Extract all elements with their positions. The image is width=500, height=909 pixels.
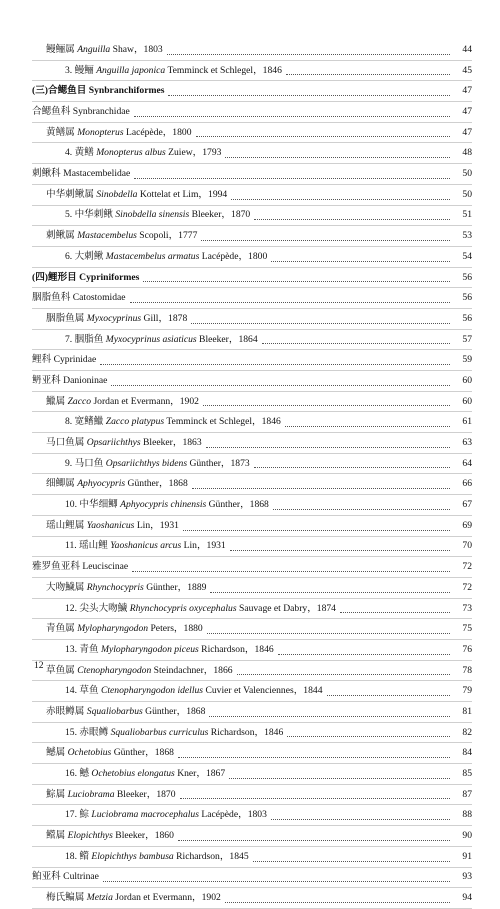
entry-scientific-name: Sinobdella (96, 188, 138, 200)
toc-entry[interactable] (32, 557, 472, 578)
entry-chinese-name: 马口鱼属 (46, 437, 87, 449)
entry-chinese-name: 11. 瑶山鲤 (65, 540, 111, 552)
toc-entry[interactable] (32, 619, 472, 640)
toc-entry[interactable] (32, 847, 472, 868)
dot-leader (210, 591, 450, 593)
toc-entry-title (32, 123, 192, 143)
toc-entry[interactable] (32, 226, 472, 247)
entry-scientific-name: Anguilla (77, 43, 111, 55)
entry-page-number: 45 (462, 64, 472, 76)
entry-chinese-name: 梅氏鳊属 (46, 892, 87, 904)
entry-page-number: 78 (462, 664, 472, 676)
entry-page-number: 50 (462, 188, 472, 200)
entry-authority: Lacépède，1800 (123, 126, 192, 138)
dot-leader (178, 839, 450, 841)
entry-chinese-name: 17. 鯮 (65, 809, 92, 821)
entry-scientific-name: Luciobrama macrocephalus (91, 809, 199, 821)
toc-entry-title (32, 164, 130, 184)
toc-entry[interactable] (32, 661, 472, 682)
entry-scientific-name: Zacco platypus (105, 416, 165, 428)
toc-entry-title (32, 516, 179, 536)
entry-page-number: 51 (462, 209, 472, 221)
entry-scientific-name: Myxocyprinus (86, 312, 142, 324)
entry-page-number: 82 (462, 726, 472, 738)
dot-leader (168, 94, 450, 96)
toc-entry[interactable] (32, 185, 472, 206)
dot-leader (103, 880, 450, 882)
entry-chinese-name: 5. 中华刺鳅 (65, 209, 116, 221)
entry-authority: Shaw，1803 (110, 43, 163, 55)
entry-page-number: 73 (462, 602, 472, 614)
dot-leader (287, 735, 450, 737)
toc-entry[interactable] (32, 433, 472, 454)
entry-page-number: 88 (462, 809, 472, 821)
toc-entry-title (32, 495, 269, 515)
toc-entry-title (32, 247, 267, 267)
dot-leader (196, 135, 451, 137)
toc-entry[interactable] (32, 888, 472, 909)
entry-scientific-name: Zacco (67, 395, 92, 407)
entry-chinese-name: 鲌亚科 Cultrinae (32, 871, 99, 883)
toc-entry[interactable] (32, 537, 472, 558)
entry-chinese-name: 9. 马口鱼 (65, 457, 106, 469)
toc-entry[interactable] (32, 785, 472, 806)
entry-scientific-name: Mastacembelus armatus (105, 250, 200, 262)
entry-chinese-name: 大吻鱥属 (46, 581, 87, 593)
entry-chinese-name: 18. 鳤 (65, 850, 92, 862)
entry-scientific-name: Yaoshanicus (86, 519, 135, 531)
entry-scientific-name: Monopterus (77, 126, 124, 138)
entry-chinese-name: 胭脂鱼科 Catostomidae (32, 292, 126, 304)
entry-authority: Scopoli，1777 (136, 230, 198, 242)
entry-chinese-name: 10. 中华细鲫 (65, 499, 121, 511)
entry-authority: Gill，1878 (141, 312, 188, 324)
entry-page-number: 47 (462, 126, 472, 138)
toc-entry-title (32, 681, 323, 701)
dot-leader (183, 529, 450, 531)
entry-scientific-name: Squaliobarbus curriculus (110, 726, 209, 738)
entry-page-number: 90 (462, 830, 472, 842)
toc-entry-title (32, 619, 203, 639)
entry-page-number: 87 (462, 788, 472, 800)
toc-entry[interactable] (32, 805, 472, 826)
entry-scientific-name: Sinobdella sinensis (115, 209, 190, 221)
dot-leader (262, 342, 450, 344)
toc-entry[interactable] (32, 268, 472, 289)
toc-entry[interactable] (32, 309, 472, 330)
entry-chinese-name: (四)鲤形目 Cypriniformes (32, 271, 140, 283)
toc-entry[interactable] (32, 40, 472, 61)
dot-leader (111, 384, 450, 386)
dot-leader (327, 694, 451, 696)
toc-entry-title (32, 578, 206, 598)
entry-page-number: 94 (462, 892, 472, 904)
entry-chinese-name: 3. 鳗鲡 (65, 64, 97, 76)
entry-chinese-name: 赤眼鳟属 (46, 705, 87, 717)
toc-entry-title (32, 785, 176, 805)
entry-scientific-name: Anguilla japonica (96, 64, 166, 76)
entry-chinese-name: 12. 尖头大吻鱥 (65, 602, 130, 614)
entry-authority: Cuvier et Valenciennes，1844 (203, 685, 323, 697)
dot-leader (253, 860, 450, 862)
toc-entry-title (32, 454, 250, 474)
toc-entry[interactable] (32, 495, 472, 516)
entry-page-number: 53 (462, 230, 472, 242)
toc-entry-title (32, 309, 187, 329)
toc-entry[interactable] (32, 81, 472, 102)
entry-chinese-name: 草鱼属 (46, 664, 78, 676)
entry-authority: Kner，1867 (174, 768, 226, 780)
toc-entry[interactable] (32, 143, 472, 164)
dot-leader (273, 508, 450, 510)
toc-entry[interactable] (32, 764, 472, 785)
entry-scientific-name: Luciobrama (67, 788, 115, 800)
entry-chinese-name: 黄鳝属 (46, 126, 78, 138)
dot-leader (100, 363, 450, 365)
page-number: 12 (34, 660, 44, 671)
toc-entry[interactable] (32, 102, 472, 123)
entry-authority: Bleeker，1870 (114, 788, 176, 800)
entry-scientific-name: Ochetobius (67, 747, 112, 759)
toc-entry-title (32, 205, 250, 225)
toc-entry[interactable] (32, 743, 472, 764)
entry-chinese-name: 合鳃鱼科 Synbranchidae (32, 106, 130, 118)
dot-leader (180, 797, 450, 799)
toc-entry-title (32, 226, 197, 246)
entry-page-number: 79 (462, 685, 472, 697)
toc-entry[interactable] (32, 123, 472, 144)
entry-chinese-name: 6. 大刺鳅 (65, 250, 106, 262)
entry-page-number: 47 (462, 85, 472, 97)
dot-leader (286, 73, 450, 75)
dot-leader (201, 239, 450, 241)
dot-leader (132, 570, 450, 572)
entry-authority: Lacépède，1803 (198, 809, 267, 821)
entry-scientific-name: Rhynchocypris (86, 581, 144, 593)
entry-page-number: 56 (462, 271, 472, 283)
entry-scientific-name: Mylopharyngodon (77, 623, 149, 635)
toc-entry[interactable] (32, 599, 472, 620)
entry-scientific-name: Elopichthys bambusa (91, 850, 174, 862)
entry-scientific-name: Aphyocypris (77, 478, 126, 490)
toc-entry-title (32, 268, 139, 288)
toc-entry[interactable] (32, 681, 472, 702)
dot-leader (206, 446, 450, 448)
entry-authority: Richardson，1846 (208, 726, 284, 738)
entry-chinese-name: 胭脂鱼属 (46, 312, 87, 324)
entry-page-number: 57 (462, 333, 472, 345)
entry-scientific-name: Rhynchocypris oxycephalus (129, 602, 237, 614)
entry-scientific-name: Elopichthys (67, 830, 113, 842)
entry-chinese-name: 雅罗鱼亚科 Leuciscinae (32, 561, 129, 573)
toc-entry[interactable] (32, 702, 472, 723)
toc-entry-title (32, 392, 199, 412)
entry-page-number: 72 (462, 581, 472, 593)
toc-entry[interactable] (32, 206, 472, 227)
entry-scientific-name: Mastacembelus (77, 230, 137, 242)
entry-chinese-name: 鲤科 Cyprinidae (32, 354, 97, 366)
toc-entry-title (32, 330, 258, 350)
dot-leader (231, 198, 450, 200)
entry-authority: Lin，1931 (134, 519, 179, 531)
dot-leader (230, 549, 450, 551)
toc-entry-title (32, 40, 163, 60)
entry-page-number: 69 (462, 519, 472, 531)
dot-leader (271, 260, 450, 262)
toc-entry[interactable] (32, 330, 472, 351)
toc-entry[interactable] (32, 247, 472, 268)
entry-scientific-name: Myxocyprinus asiaticus (105, 333, 197, 345)
toc-entry-title (32, 288, 126, 308)
dot-leader (254, 466, 450, 468)
entry-chinese-name: 细鲫属 (46, 478, 78, 490)
toc-entry-title (32, 371, 107, 391)
toc-entry-title (32, 557, 128, 577)
toc-entry[interactable] (32, 723, 472, 744)
toc-entry-title (32, 847, 249, 867)
entry-chinese-name: 鱲属 (46, 395, 68, 407)
toc-entry[interactable] (32, 288, 472, 309)
entry-chinese-name: 瑶山鲤属 (46, 519, 87, 531)
toc-entry-title (32, 640, 274, 660)
entry-authority: Bleeker，1870 (189, 209, 251, 221)
dot-leader (143, 280, 450, 282)
entry-page-number: 76 (462, 643, 472, 655)
entry-scientific-name: Ochetobius elongatus (91, 768, 175, 780)
toc-entry[interactable] (32, 578, 472, 599)
entry-page-number: 64 (462, 457, 472, 469)
entry-page-number: 67 (462, 499, 472, 511)
dot-leader (278, 653, 450, 655)
toc-entry-title (32, 81, 164, 101)
entry-authority: Temminck et Schlegel，1846 (164, 416, 281, 428)
entry-page-number: 56 (462, 312, 472, 324)
toc-entry-title (32, 599, 336, 619)
entry-scientific-name: Mylopharyngodon piceus (100, 643, 199, 655)
entry-authority: Lacépède，1800 (199, 250, 268, 262)
entry-page-number: 60 (462, 395, 472, 407)
dot-leader (134, 115, 450, 117)
toc-entry[interactable] (32, 516, 472, 537)
toc-entry-title (32, 474, 188, 494)
toc-entry-title (32, 743, 174, 763)
entry-authority: Richardson，1845 (173, 850, 249, 862)
entry-authority: Richardson，1846 (198, 643, 274, 655)
entry-chinese-name: 7. 胭脂鱼 (65, 333, 106, 345)
toc-entry-title (32, 702, 205, 722)
dot-leader (285, 425, 450, 427)
entry-chinese-name: 鯮属 (46, 788, 68, 800)
dot-leader (340, 611, 450, 613)
toc-entry-title (32, 61, 282, 81)
entry-chinese-name: 中华刺鳅属 (46, 188, 97, 200)
dot-leader (271, 818, 450, 820)
dot-leader (167, 53, 450, 55)
entry-page-number: 93 (462, 871, 472, 883)
toc-entry[interactable] (32, 826, 472, 847)
entry-authority: Kottelat et Lim，1994 (137, 188, 228, 200)
dot-leader (254, 218, 450, 220)
entry-authority: Günther，1868 (125, 478, 188, 490)
entry-authority: Bleeker，1864 (196, 333, 258, 345)
entry-scientific-name: Opsariichthys (86, 437, 141, 449)
toc-entry-title (32, 536, 226, 556)
entry-page-number: 75 (462, 623, 472, 635)
entry-chinese-name: 鳗鲡属 (46, 43, 78, 55)
toc-entry[interactable] (32, 164, 472, 185)
entry-page-number: 54 (462, 250, 472, 262)
entry-page-number: 47 (462, 106, 472, 118)
entry-authority: Günther，1868 (142, 705, 206, 717)
entry-page-number: 60 (462, 374, 472, 386)
dot-leader (130, 301, 450, 303)
toc-entry-title (32, 867, 99, 887)
table-of-contents (32, 40, 472, 909)
toc-entry-title (32, 888, 221, 908)
entry-authority: Sauvage et Dabry，1874 (236, 602, 336, 614)
entry-chinese-name: 15. 赤眼鳟 (65, 726, 111, 738)
toc-entry-title (32, 102, 130, 122)
entry-chinese-name: 14. 草鱼 (65, 685, 101, 697)
toc-entry-title (32, 143, 221, 163)
entry-chinese-name: 刺鳅属 (46, 230, 78, 242)
entry-chinese-name: 鳡属 (46, 747, 68, 759)
entry-authority: Bleeker，1863 (140, 437, 202, 449)
toc-entry[interactable] (32, 868, 472, 889)
dot-leader (225, 156, 450, 158)
toc-entry[interactable] (32, 454, 472, 475)
toc-entry[interactable] (32, 412, 472, 433)
entry-page-number: 50 (462, 168, 472, 180)
entry-chinese-name: 13. 青鱼 (65, 643, 101, 655)
entry-authority: Günther，1873 (187, 457, 250, 469)
dot-leader (225, 901, 450, 903)
entry-chinese-name: 8. 宽鳍鱲 (65, 416, 106, 428)
dot-leader (209, 715, 450, 717)
dot-leader (237, 673, 450, 675)
entry-page-number: 61 (462, 416, 472, 428)
entry-page-number: 70 (462, 540, 472, 552)
entry-page-number: 81 (462, 705, 472, 717)
dot-leader (134, 177, 450, 179)
dot-leader (229, 777, 450, 779)
toc-entry[interactable] (32, 392, 472, 413)
toc-entry-title (32, 185, 227, 205)
entry-page-number: 72 (462, 561, 472, 573)
toc-entry[interactable] (32, 640, 472, 661)
entry-authority: Günther，1868 (111, 747, 174, 759)
entry-authority: Zuiew，1793 (165, 147, 222, 159)
entry-page-number: 66 (462, 478, 472, 490)
entry-authority: Jordan et Evermann，1902 (91, 395, 199, 407)
entry-authority: Temminck et Schlegel，1846 (165, 64, 282, 76)
entry-authority: Peters，1880 (148, 623, 203, 635)
entry-authority: Jordan et Evermann，1902 (112, 892, 221, 904)
toc-entry-title (32, 826, 174, 846)
entry-chinese-name: 刺鳅科 Mastacembelidae (32, 168, 131, 180)
entry-scientific-name: Monopterus albus (96, 147, 166, 159)
toc-entry-title (32, 764, 225, 784)
entry-authority: Günther，1889 (143, 581, 207, 593)
entry-chinese-name: 鳤属 (46, 830, 68, 842)
entry-authority: Günther，1868 (206, 499, 269, 511)
toc-entry[interactable] (32, 371, 472, 392)
entry-page-number: 91 (462, 850, 472, 862)
toc-entry-title (32, 433, 202, 453)
entry-chinese-name: 青鱼属 (46, 623, 78, 635)
entry-scientific-name: Ctenopharyngodon idellus (100, 685, 204, 697)
entry-scientific-name: Metzia (86, 892, 113, 904)
toc-entry-title (32, 412, 281, 432)
entry-authority: Steindachner，1866 (151, 664, 233, 676)
entry-chinese-name: (三)合鳃鱼目 Synbranchiformes (32, 85, 165, 97)
entry-page-number: 84 (462, 747, 472, 759)
entry-scientific-name: Ctenopharyngodon (77, 664, 152, 676)
entry-scientific-name: Aphyocypris chinensis (120, 499, 207, 511)
dot-leader (192, 487, 450, 489)
entry-scientific-name: Squaliobarbus (86, 705, 143, 717)
entry-page-number: 44 (462, 43, 472, 55)
entry-page-number: 56 (462, 292, 472, 304)
toc-entry[interactable] (32, 350, 472, 371)
entry-scientific-name: Opsariichthys bidens (105, 457, 188, 469)
entry-chinese-name: 16. 鳡 (65, 768, 92, 780)
toc-entry[interactable] (32, 474, 472, 495)
dot-leader (178, 756, 450, 758)
toc-entry-title (32, 723, 283, 743)
entry-page-number: 63 (462, 437, 472, 449)
entry-chinese-name: 鿕亚科 Danioninae (32, 374, 108, 386)
entry-page-number: 48 (462, 147, 472, 159)
toc-entry-title (32, 350, 96, 370)
entry-authority: Lin，1931 (181, 540, 226, 552)
entry-page-number: 85 (462, 768, 472, 780)
entry-page-number: 59 (462, 354, 472, 366)
entry-scientific-name: Yaoshanicus arcus (110, 540, 182, 552)
toc-entry-title (32, 661, 233, 681)
toc-entry-title (32, 805, 267, 825)
dot-leader (191, 322, 450, 324)
toc-entry[interactable] (32, 61, 472, 82)
dot-leader (203, 404, 450, 406)
entry-authority: Bleeker，1860 (112, 830, 174, 842)
entry-chinese-name: 4. 黄鳝 (65, 147, 97, 159)
dot-leader (207, 632, 450, 634)
